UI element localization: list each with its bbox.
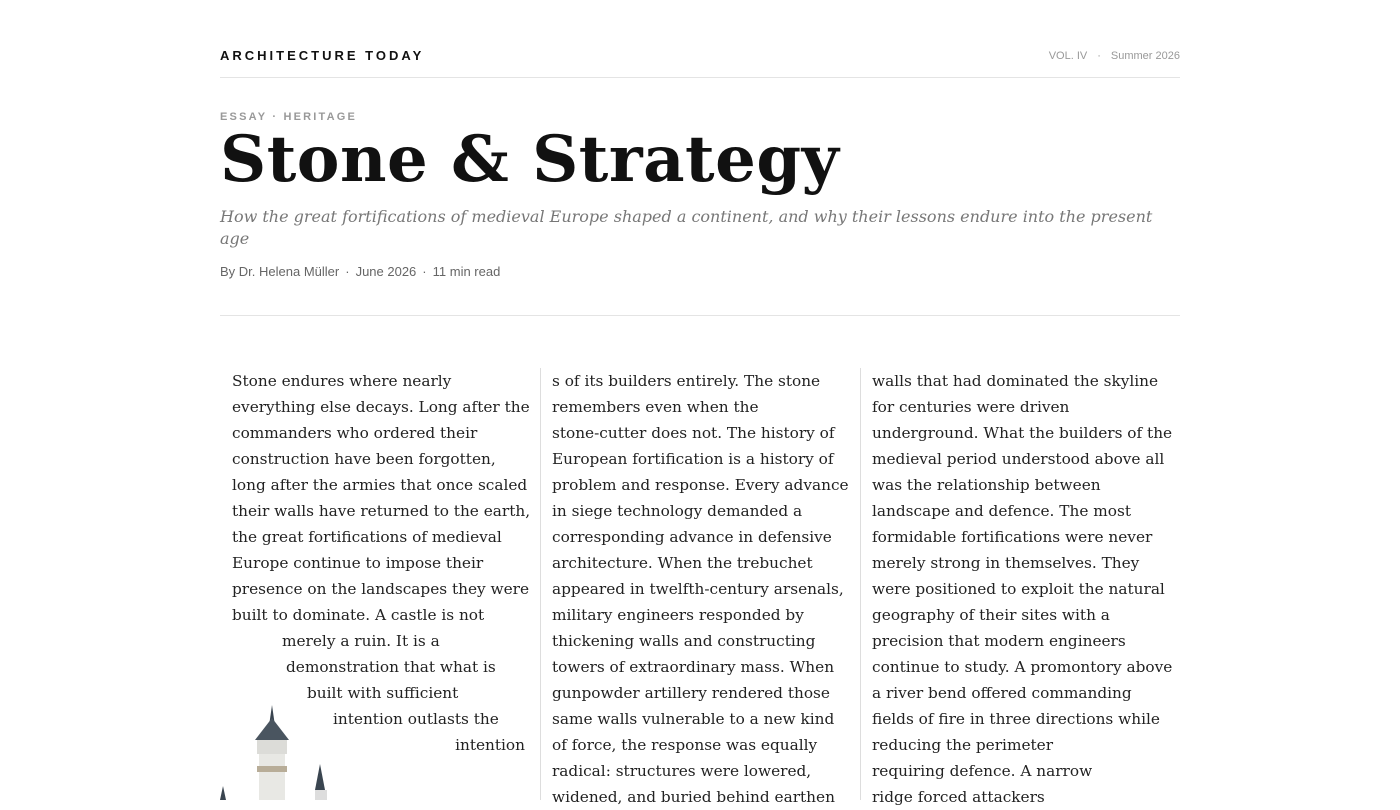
text-line: in siege technology demanded a bbox=[552, 502, 803, 520]
text-line: precision that modern engineers bbox=[872, 632, 1126, 650]
text-line: requiring defence. A narrow bbox=[872, 762, 1093, 780]
text-line: built with sufficient bbox=[307, 684, 459, 702]
text-line: of force, the response was equally bbox=[552, 736, 818, 754]
text-line: remembers even when the bbox=[552, 398, 759, 416]
text-line: medieval period understood above all bbox=[872, 450, 1165, 468]
article-title: Stone & Strategy bbox=[220, 122, 840, 197]
text-line: was the relationship between bbox=[872, 476, 1101, 494]
text-line: geography of their sites with a bbox=[872, 606, 1110, 624]
text-line: stone-cutter does not. The history of bbox=[552, 424, 835, 442]
issue-info bbox=[1049, 50, 1180, 62]
text-line: long after the armies that once scaled bbox=[232, 476, 528, 494]
text-line: merely strong in themselves. They bbox=[872, 554, 1140, 572]
text-line: architecture. When the trebuchet bbox=[552, 554, 813, 572]
publish-date: June 2026 bbox=[355, 264, 417, 279]
text-line: their walls have returned to the earth, bbox=[232, 502, 531, 520]
text-line: intention outlasts the bbox=[333, 710, 499, 728]
text-line: ridge forced attackers bbox=[872, 788, 1045, 806]
column-divider bbox=[860, 368, 861, 800]
article-dek: How the great fortifications of medieval Europe shaped a continent, and why their lessons endure into the present age bbox=[220, 207, 1153, 248]
read-time: 11 min read bbox=[432, 264, 501, 279]
text-line: reducing the perimeter bbox=[872, 736, 1054, 754]
text-line: demonstration that what is bbox=[286, 658, 496, 676]
text-line: for centuries were driven bbox=[872, 398, 1070, 416]
text-line: formidable fortifications were never bbox=[872, 528, 1153, 546]
volume: VOL. IV bbox=[1048, 50, 1088, 62]
text-line: a river bend offered commanding bbox=[872, 684, 1132, 702]
author[interactable]: By Dr. Helena Müller bbox=[220, 264, 340, 279]
text-line: were positioned to exploit the natural bbox=[872, 580, 1165, 598]
text-line: s of its builders entirely. The stone bbox=[552, 372, 821, 390]
text-line: construction have been forgotten, bbox=[232, 450, 496, 468]
masthead bbox=[220, 46, 1180, 78]
text-line: commanders who ordered their bbox=[232, 424, 478, 442]
text-line: radical: structures were lowered, bbox=[552, 762, 812, 780]
text-line: underground. What the builders of the bbox=[872, 424, 1173, 442]
text-line: widened, and buried behind earthen bbox=[552, 788, 835, 806]
separator: · bbox=[1097, 50, 1101, 62]
text-line: Stone endures where nearly bbox=[232, 372, 452, 390]
text-line: everything else decays. Long after the bbox=[232, 398, 530, 416]
article-kicker: ESSAY · HERITAGE bbox=[220, 111, 358, 123]
column-divider bbox=[540, 368, 541, 800]
text-line: continue to study. A promontory above bbox=[872, 658, 1173, 676]
text-line: intention bbox=[455, 736, 525, 754]
text-line: appeared in twelfth-century arsenals, bbox=[552, 580, 844, 598]
text-line: military engineers responded by bbox=[552, 606, 804, 624]
text-line: fields of fire in three directions while bbox=[872, 710, 1160, 728]
text-line: problem and response. Every advance bbox=[552, 476, 849, 494]
text-line: the great fortifications of medieval bbox=[232, 528, 502, 546]
text-line: merely a ruin. It is a bbox=[282, 632, 440, 650]
text-line: gunpowder artillery rendered those bbox=[552, 684, 830, 702]
text-line: Europe continue to impose their bbox=[232, 554, 484, 572]
header-divider bbox=[220, 315, 1180, 316]
byline: By Dr. Helena Müller · June 2026 · 11 min read bbox=[220, 264, 501, 279]
text-line: towers of extraordinary mass. When bbox=[552, 658, 835, 676]
text-line: same walls vulnerable to a new kind bbox=[552, 710, 835, 728]
text-line: walls that had dominated the skyline bbox=[872, 372, 1159, 390]
castle-image bbox=[215, 700, 345, 800]
brand-logo[interactable]: ARCHITECTURE TODAY bbox=[220, 48, 425, 63]
text-line: presence on the landscapes they were bbox=[232, 580, 530, 598]
text-line: built to dominate. A castle is not bbox=[232, 606, 485, 624]
column-3 bbox=[872, 368, 1172, 810]
column-2 bbox=[552, 368, 852, 810]
season: Summer 2026 bbox=[1110, 50, 1180, 62]
text-line: landscape and defence. The most bbox=[872, 502, 1131, 520]
text-line: corresponding advance in defensive bbox=[552, 528, 832, 546]
text-line: thickening walls and constructing bbox=[552, 632, 816, 650]
text-line: European fortification is a history of bbox=[552, 450, 834, 468]
